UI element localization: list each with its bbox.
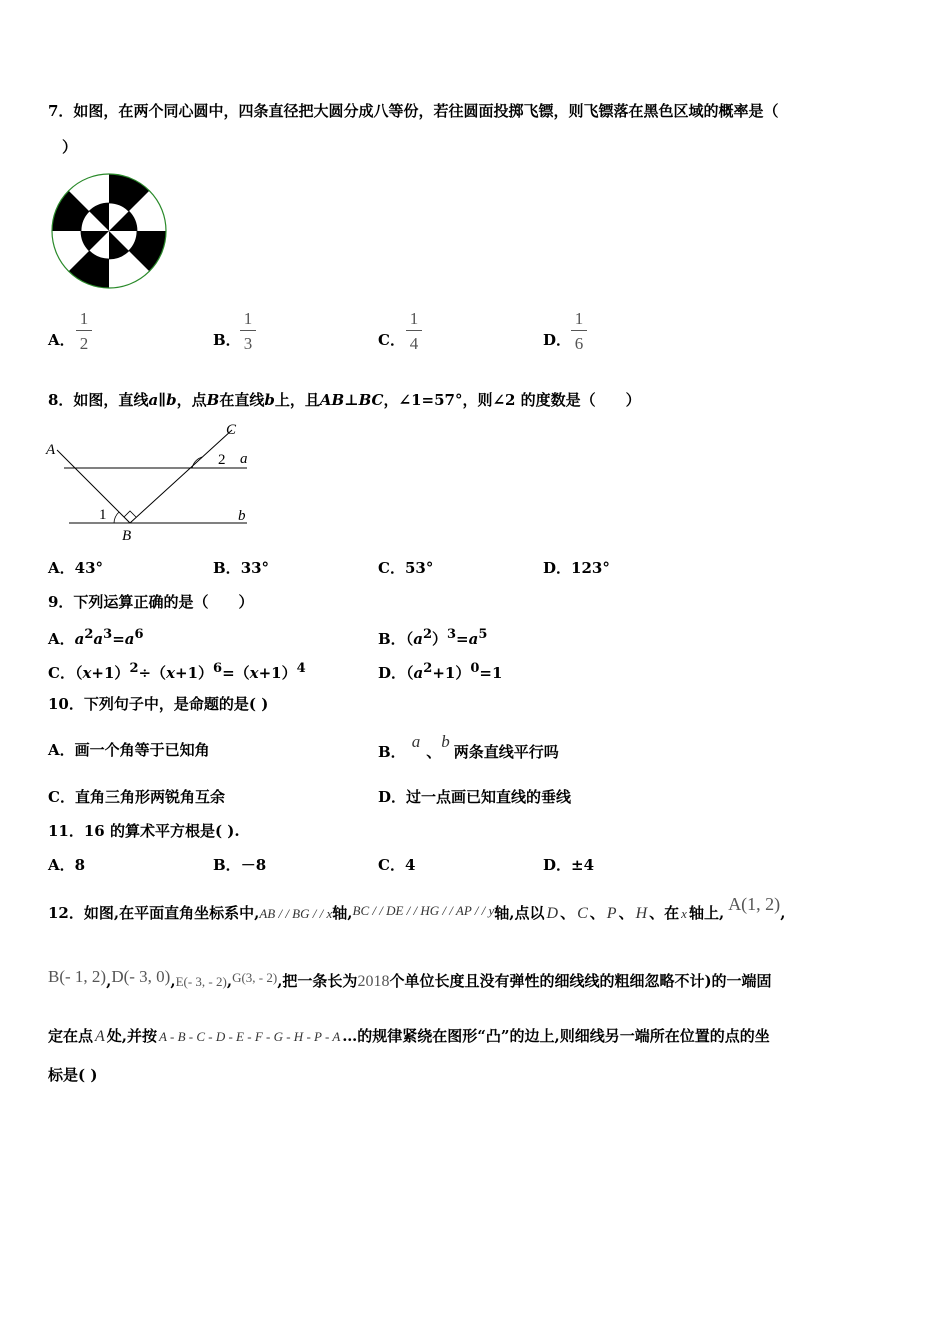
q8-stem: 8．如图，直线a∥b，点B在直线b上，且AB⊥BC，∠1=57°，则∠2 的度数是（ ） (48, 391, 641, 409)
segment-ab (57, 450, 130, 523)
q8-option-b: B．33° (213, 559, 270, 577)
q7-stem-line1: 7．如图，在两个同心圆中，四条直径把大圆分成八等份，若往圆面投掷飞镖，则飞镖落在黑色区域的概率是（ (48, 102, 779, 120)
q7-option-d-denominator: 6 (574, 334, 584, 353)
q12-line4: 标是( ) (48, 1066, 98, 1084)
q7-option-b-fraction (240, 310, 256, 352)
q8-option-d: D．123° (543, 559, 610, 577)
q11-stem: 11．16 的算术平方根是( ). (48, 822, 240, 840)
label-angle-2: 2 (218, 452, 226, 468)
q7-option-c-denominator: 4 (409, 334, 419, 353)
q8-line-a: a (148, 391, 159, 409)
q8-option-a: A．43° (48, 559, 104, 577)
angle-1-arc (114, 512, 119, 523)
q9-option-d: D．$(a^2+1)^0=1$ (378, 661, 503, 682)
label-B: B (122, 528, 132, 544)
q11-option-b: B．－8 (213, 856, 267, 874)
q11-option-c: C．4 (378, 856, 416, 874)
q10-option-b: B．a、b两条直线平行吗 (378, 732, 559, 761)
q10-stem: 10．下列句子中，是命题的是( ) (48, 695, 269, 713)
q8-parallel-lines-figure (42, 420, 262, 545)
q9-stem: 9．下列运算正确的是（ ） (48, 593, 254, 611)
q7-option-a-numerator: 1 (79, 309, 89, 328)
label-angle-1: 1 (99, 507, 107, 523)
q8-perpendicular: AB⊥BC (319, 391, 384, 409)
q8-option-c: C．53° (378, 559, 434, 577)
q7-stem-line2: ） (62, 138, 78, 156)
q10-option-d: D．过一点画已知直线的垂线 (378, 788, 572, 806)
q12-line2: B(- 1, 2),D(- 3, 0),E(- 3, - 2),G(3, - 2),把一条长为2018个单位长度且没有弹性的细线线的粗细忽略不计)的一端固 (48, 967, 772, 990)
q7-dartboard-figure (50, 172, 168, 290)
segment-bc (130, 430, 232, 523)
q11-option-a: A．8 (48, 856, 86, 874)
q8-point-b: B (206, 391, 220, 409)
q10-option-a: A．画一个角等于已知角 (48, 741, 210, 759)
q12-line1: 12．如图,在平面直角坐标系中,AB / / BG / / x轴,BC / / DE / / HG / / AP / / y轴,点以 D 、 C 、 P 、 H 、在 x 轴上, A(1, 2), (48, 894, 786, 922)
q7-option-c-label: C． (378, 331, 405, 349)
q7-option-b-numerator: 1 (243, 309, 253, 328)
label-a: a (240, 451, 248, 467)
q7-option-d-numerator: 1 (574, 309, 584, 328)
q9-option-b: B．$(a^2)^3=a^5$ (378, 627, 488, 648)
q7-option-a-fraction (76, 310, 92, 352)
q7-option-a-denominator: 2 (79, 334, 89, 353)
q12-line3: 定在点 A 处,并按 A - B - C - D - E - F - G - H - P - A …的规律紧绕在图形“凸”的边上,则细线另一端所在位置的点的坐 (48, 1027, 770, 1045)
q7-option-a-label: A． (48, 331, 75, 349)
q9-option-c: C．$(x+1)^2\div(x+1)^6=(x+1)^4$ (48, 661, 306, 682)
q7-option-c-fraction (406, 310, 422, 352)
label-b: b (238, 508, 246, 524)
q7-option-c-numerator: 1 (409, 309, 419, 328)
q10-option-c: C．直角三角形两锐角互余 (48, 788, 225, 806)
q8-line-b: b (166, 391, 177, 409)
right-angle-marker (124, 511, 136, 517)
q7-option-d-fraction (571, 310, 587, 352)
label-C: C (226, 422, 237, 438)
label-A: A (46, 442, 56, 458)
q7-option-b-denominator: 3 (243, 334, 253, 353)
q11-option-d: D．±4 (543, 856, 595, 874)
q7-option-d-label: D． (543, 331, 572, 349)
q9-option-a: A．$a^2a^3=a^6$ (48, 627, 144, 648)
q7-option-b-label: B． (213, 331, 241, 349)
